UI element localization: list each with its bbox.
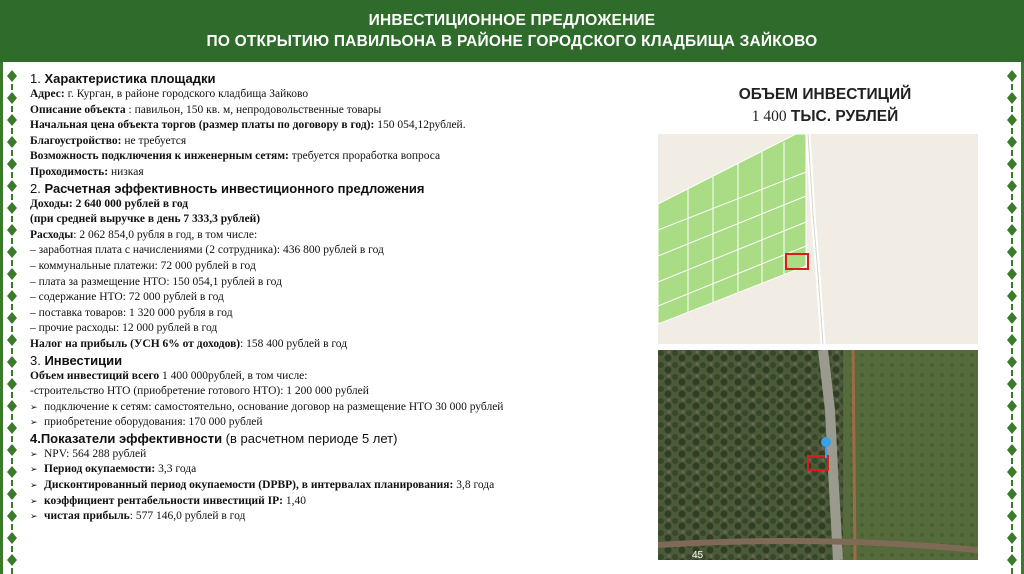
income-value: Доходы: 2 640 000 рублей в год (30, 197, 189, 210)
section2-heading (30, 181, 650, 197)
metric-label: NPV: (44, 447, 70, 460)
section4-title-suffix: (в расчетном периоде 5 лет) (222, 430, 398, 446)
investment-summary (700, 84, 950, 128)
ornament-motif (1011, 458, 1013, 464)
road-number-label: 45 (692, 550, 704, 560)
metric-label: Период окупаемости: (44, 463, 156, 476)
section3-number: 3. (30, 352, 41, 368)
ornament-motif (1011, 172, 1013, 178)
ornament-motif (11, 348, 13, 354)
ornament-motif (11, 370, 13, 376)
ornament-motif (11, 238, 13, 244)
ornament-motif (11, 414, 13, 420)
investment-item-text: подключение к сетям: самостоятельно, основание договор на размещение НТО 30 000 рублей (44, 400, 504, 413)
header-title-line1: ИНВЕСТИЦИОННОЕ ПРЕДЛОЖЕНИЕ (368, 12, 656, 29)
metric-item (30, 478, 650, 494)
ornament-motif (1011, 304, 1013, 310)
ornament-motif (11, 480, 13, 486)
connection-row (30, 149, 650, 165)
ornament-motif (11, 84, 13, 90)
expense-item: – прочие расходы: 12 000 рублей в год (30, 322, 218, 335)
ornament-motif (1011, 150, 1013, 156)
metric-value: 3,8 года (453, 479, 495, 492)
investment-total-label: Объем инвестиций всего (30, 369, 160, 382)
income-note: (при средней выручке в день 7 333,3 рублей) (30, 213, 261, 226)
site-map-image (658, 134, 978, 344)
proposal-details (30, 71, 650, 525)
ornament-motif (1011, 392, 1013, 398)
address-value: г. Курган, в районе городского кладбища Зайково (64, 88, 309, 100)
improvement-row (30, 134, 650, 150)
ornament-motif (1011, 480, 1013, 486)
metric-value: 564 288 рублей (69, 447, 147, 460)
ornament-motif (11, 106, 13, 112)
ornament-motif (1011, 524, 1013, 530)
satellite-image (658, 350, 978, 560)
address-row (30, 87, 650, 103)
metric-item (30, 494, 650, 510)
ornament-motif (11, 260, 13, 266)
ornament-motif (1011, 414, 1013, 420)
bullet-icon: ➢ (30, 448, 38, 459)
description-row (30, 103, 650, 119)
ornament-motif (11, 458, 13, 464)
traffic-value: низкая (108, 165, 144, 178)
bullet-icon: ➢ (30, 464, 38, 475)
expense-item: – содержание НТО: 72 000 рублей в год (30, 291, 224, 304)
ornament-motif (11, 392, 13, 398)
metric-value: : 577 146,0 рублей в год (129, 510, 246, 523)
page-header (0, 0, 1024, 62)
ornament-motif (1011, 84, 1013, 90)
investment-item: -строительство НТО (приобретение готового НТО): 1 200 000 рублей (30, 385, 369, 398)
section4-heading (30, 431, 650, 447)
ornament-motif (1011, 282, 1013, 288)
metric-label: чистая прибыль (44, 510, 130, 523)
description-label: Описание объекта (30, 103, 126, 116)
metric-item (30, 447, 650, 463)
expenses-value: : 2 062 854,0 рубля в год, в том числе: (73, 228, 258, 241)
ornament-motif (1011, 216, 1013, 222)
tax-row (30, 337, 650, 353)
ornament-motif (11, 502, 13, 508)
section3-title: Инвестиции (40, 352, 123, 368)
connection-value: требуется проработка вопроса (288, 150, 441, 163)
ornament-motif (1011, 568, 1013, 574)
investment-total-row (30, 369, 650, 385)
section1-heading (30, 71, 650, 87)
price-row (30, 118, 650, 134)
ornament-motif (11, 304, 13, 310)
ornament-motif (1011, 128, 1013, 134)
bullet-icon: ➢ (30, 480, 38, 491)
header-title-line2: ПО ОТКРЫТИЮ ПАВИЛЬОНА В РАЙОНЕ ГОРОДСКОГО КЛАДБИЩА ЗАЙКОВО (206, 33, 818, 50)
investment-title: ОБЪЕМ ИНВЕСТИЦИЙ (738, 86, 912, 103)
traffic-row (30, 165, 650, 181)
investment-amount (700, 106, 950, 128)
investment-amount-unit: ТЫС. РУБЛЕЙ (786, 108, 899, 125)
price-label: Начальная цена объекта торгов (размер платы по договору в год): (30, 119, 375, 132)
ornament-motif (1011, 436, 1013, 442)
improvement-value: не требуется (121, 134, 187, 147)
address-label: Адрес: (30, 88, 65, 100)
ornament-motif (11, 524, 13, 530)
expense-item: – поставка товаров: 1 320 000 рубля в год (30, 306, 233, 319)
ornament-motif (11, 128, 13, 134)
income-row (30, 197, 650, 213)
metric-value: 1,40 (283, 494, 307, 507)
metric-label: коэффициент рентабельности инвестиций IP: (44, 494, 284, 507)
expense-item: – плата за размещение НТО: 150 054,1 рублей в год (30, 275, 282, 288)
metric-item (30, 462, 650, 478)
bullet-icon: ➢ (30, 401, 38, 412)
expense-item: – коммунальные платежи: 72 000 рублей в год (30, 259, 256, 272)
ornament-motif (11, 568, 13, 574)
price-value: 150 054,12рублей. (374, 119, 466, 132)
ornament-motif (11, 150, 13, 156)
ornament-motif (11, 546, 13, 552)
section2-number: 2. (30, 180, 41, 196)
metric-item (30, 509, 650, 525)
description-value: : павильон, 150 кв. м, непродовольственные товары (125, 103, 382, 116)
ornament-motif (1011, 194, 1013, 200)
ornament-border-right (1002, 62, 1024, 574)
expenses-row (30, 228, 650, 244)
location-pin-icon (821, 437, 831, 447)
expenses-label: Расходы (30, 228, 74, 241)
ornament-border-left (0, 62, 22, 574)
bullet-icon: ➢ (30, 511, 38, 522)
ornament-motif (1011, 502, 1013, 508)
ornament-motif (1011, 370, 1013, 376)
section2-title: Расчетная эффективность инвестиционного предложения (40, 180, 425, 196)
ornament-motif (11, 326, 13, 332)
section4-title: 4.Показатели эффективности (30, 430, 223, 446)
investment-amount-number: 1 400 (751, 108, 787, 125)
ornament-motif (11, 194, 13, 200)
ornament-motif (11, 282, 13, 288)
section1-title: Характеристика площадки (40, 71, 216, 86)
investment-item-text: приобретение оборудования: 170 000 рублей (44, 416, 263, 429)
investment-total-value: 1 400 000рублей, в том числе: (159, 369, 308, 382)
investment-item (30, 400, 650, 416)
ornament-motif (1011, 106, 1013, 112)
investment-item (30, 415, 650, 431)
ornament-motif (1011, 326, 1013, 332)
ornament-motif (1011, 348, 1013, 354)
tax-label: Налог на прибыль (УСН 6% от доходов) (30, 337, 241, 350)
ornament-motif (11, 172, 13, 178)
ornament-motif (11, 216, 13, 222)
tax-value: : 158 400 рублей в год (240, 337, 348, 350)
ornament-motif (1011, 238, 1013, 244)
bullet-icon: ➢ (30, 495, 38, 506)
ornament-motif (11, 436, 13, 442)
section3-heading (30, 353, 650, 369)
expense-item: – заработная плата с начислениями (2 сотрудника): 436 800 рублей в год (30, 244, 384, 257)
connection-label: Возможность подключения к инженерным сетям: (30, 150, 289, 163)
metric-label: Дисконтированный период окупаемости (DPBP), в интервалах планирования: (44, 479, 454, 492)
ornament-motif (1011, 546, 1013, 552)
traffic-label: Проходимость: (30, 165, 109, 178)
bullet-icon: ➢ (30, 417, 38, 428)
income-note-row (30, 212, 650, 228)
improvement-label: Благоустройство: (30, 134, 122, 147)
ornament-motif (1011, 260, 1013, 266)
section1-number: 1. (30, 71, 41, 86)
metric-value: 3,3 года (155, 463, 197, 476)
